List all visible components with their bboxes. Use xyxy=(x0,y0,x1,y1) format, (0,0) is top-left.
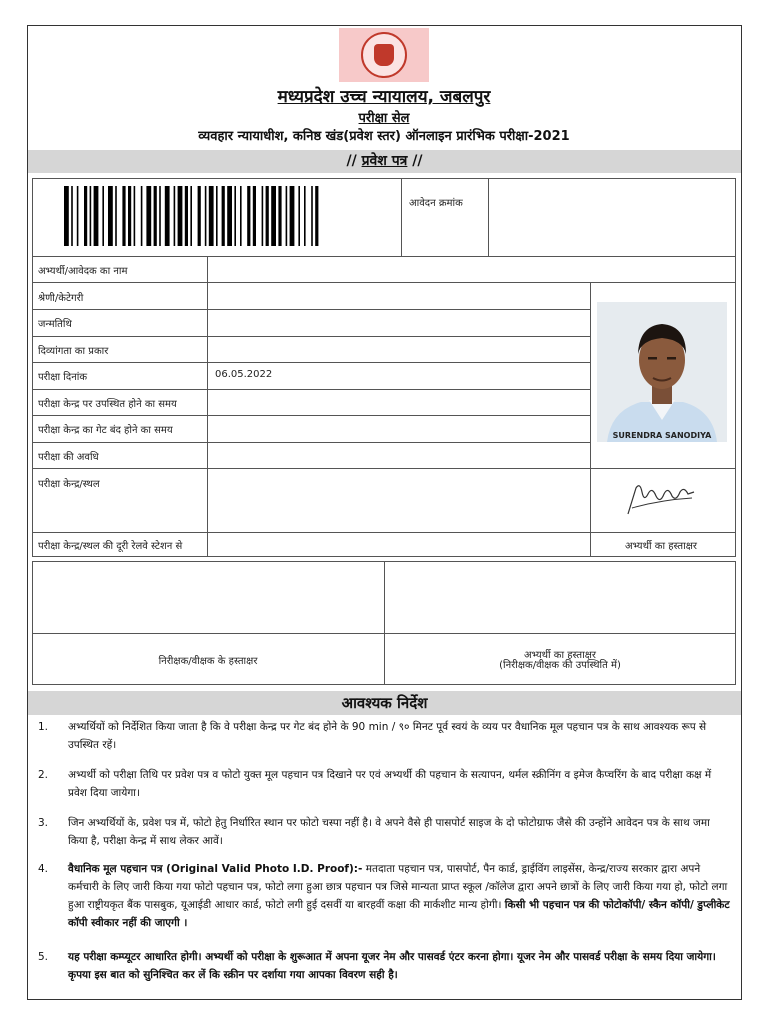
seal-ring xyxy=(361,32,407,78)
barcode-bar xyxy=(222,186,225,246)
barcode-bar xyxy=(304,186,306,246)
instruction-text: जिन अभ्यर्थियों के, प्रवेश पत्र में, फोटो हेतु निर्धारित स्थान पर फोटो चस्पा नहीं है। वे अपने वैसे ही पासपोर्ट साइज के दो फोटोग्राफ जैसे की उन्होंने आवेदन पत्र के साथ जमा किया है, परीक्षा केन्द्र में साथ लेकर आवें। xyxy=(68,817,710,847)
barcode-bar xyxy=(159,186,161,246)
instruction-number: 1. xyxy=(38,721,49,733)
table-divider xyxy=(32,415,590,416)
barcode-bar xyxy=(178,186,183,246)
barcode-bar xyxy=(102,186,104,246)
court-seal-icon xyxy=(339,28,429,82)
instruction-text: अभ्यर्थियों को निर्देशित किया जाता है कि वे परीक्षा केन्द्र पर गेट बंद होने के 90 min / ९० मिनट पूर्व स्वयं के व्यय पर वैधानिक मूल पहचान पत्र के साथ आवश्यक रूप से उपस्थित रहें। xyxy=(68,721,707,751)
barcode-bar xyxy=(71,186,73,246)
table-divider xyxy=(590,282,591,557)
barcode-bar xyxy=(122,186,125,246)
row-label: दिव्यांगता का प्रकार xyxy=(38,346,109,357)
admit-card-title: प्रवेश पत्र xyxy=(361,153,408,169)
barcode-bar xyxy=(271,186,276,246)
barcode-bar xyxy=(94,186,99,246)
barcode-bar xyxy=(115,186,117,246)
barcode-bar xyxy=(165,186,170,246)
barcode-bar xyxy=(84,186,87,246)
barcode-bar xyxy=(240,186,242,246)
barcode-bar xyxy=(209,186,214,246)
court-title: मध्यप्रदेश उच्च न्यायालय, जबलपुर xyxy=(277,87,491,107)
barcode-bar xyxy=(134,186,136,246)
barcode-bar xyxy=(190,186,192,246)
instructions-title: आवश्यक निर्देश xyxy=(28,691,741,715)
barcode-bar xyxy=(108,186,113,246)
barcode-bar xyxy=(311,186,313,246)
row-label: परीक्षा की अवधि xyxy=(38,452,99,463)
barcode-bar xyxy=(286,186,288,246)
table-divider xyxy=(32,389,590,390)
barcode-bar xyxy=(185,186,188,246)
row-label: परीक्षा केन्द्र का गेट बंद होने का समय xyxy=(38,425,173,436)
barcode-bar xyxy=(262,186,264,246)
exam-date-value: 06.05.2022 xyxy=(215,369,273,380)
instruction-number: 3. xyxy=(38,817,49,829)
barcode-bar xyxy=(128,186,131,246)
row-label: परीक्षा केन्द्र/स्थल xyxy=(38,479,100,490)
barcode-bar xyxy=(90,186,92,246)
barcode-bar xyxy=(298,186,300,246)
seal-core xyxy=(374,44,394,66)
table-divider xyxy=(32,282,736,283)
table-divider xyxy=(32,442,590,443)
barcode-bar xyxy=(247,186,250,246)
table-divider xyxy=(32,309,590,310)
barcode xyxy=(64,186,376,246)
invigilator-signature-label: निरीक्षक/वीक्षक के हस्ताक्षर xyxy=(158,656,258,667)
banner-suffix: // xyxy=(412,153,423,169)
row-label: श्रेणी/केटेगरी xyxy=(38,293,84,304)
table-divider xyxy=(32,362,590,363)
instruction-text xyxy=(68,860,732,932)
barcode-bar xyxy=(253,186,256,246)
barcode-bar xyxy=(146,186,151,246)
barcode-bar xyxy=(278,186,281,246)
cell-title: परीक्षा सेल xyxy=(358,111,410,126)
table-divider xyxy=(32,532,736,533)
instruction-text: अभ्यर्थी को परीक्षा तिथि पर प्रवेश पत्र व फोटो युक्त मूल पहचान पत्र दिखाने पर एवं अभ्यर्थी की पहचान के सत्यापन, थर्मल स्क्रीनिंग व इमेज कैप्चरिंग के बाद परीक्षा कक्ष में प्रवेश दिया जायेगा। xyxy=(68,769,712,799)
instruction-bold-lead: वैधानिक मूल पहचान पत्र (Original Valid Photo I.D. Proof):- xyxy=(68,863,363,875)
exam-title: व्यवहार न्यायाधीश, कनिष्ठ खंड(प्रवेश स्तर) ऑनलाइन प्रारंभिक परीक्षा-2021 xyxy=(198,129,570,144)
instruction-text: यह परीक्षा कम्प्यूटर आधारित होगी। अभ्यर्थी को परीक्षा के शुरूआत में अपना यूजर नेम और पासवर्ड एंटर करना होगा। यूजर नेम और पासवर्ड परीक्षा के समय दिया जायेगा। कृपया इस बात को सुनिश्चित कर लें कि स्क्रीन पर दर्शाया गया आपका विवरण सही है। xyxy=(68,951,716,981)
table-divider xyxy=(32,336,590,337)
row-label: परीक्षा केन्द्र/स्थल की दूरी रेलवे स्टेशन से xyxy=(38,541,183,552)
candidate-photo xyxy=(597,302,727,442)
candidate-signature-label: अभ्यर्थी का हस्ताक्षर xyxy=(625,541,697,552)
instruction-bold-tail: किसी भी पहचान पत्र की फोटोकॉपी/ स्कैन कॉपी/ डुप्लीकेट कॉपी स्वीकार नहीं की जाएगी । xyxy=(68,899,730,929)
barcode-bar xyxy=(234,186,236,246)
row-label: परीक्षा केन्द्र पर उपस्थित होने का समय xyxy=(38,399,177,410)
barcode-bar xyxy=(198,186,201,246)
barcode-bar xyxy=(315,186,318,246)
row-label: अभ्यर्थी/आवेदक का नाम xyxy=(38,266,128,277)
barcode-bar xyxy=(154,186,157,246)
row-label: जन्मतिथि xyxy=(38,319,72,330)
instruction-number: 4. xyxy=(38,863,49,875)
candidate-signature xyxy=(622,478,698,518)
table-divider xyxy=(207,256,208,557)
instruction-number: 2. xyxy=(38,769,49,781)
instruction-number: 5. xyxy=(38,951,49,963)
candidate-signature-line2: (निरीक्षक/वीक्षक की उपस्थिति में) xyxy=(499,660,621,671)
barcode-bar xyxy=(141,186,143,246)
admit-card-banner xyxy=(28,150,741,173)
table-divider xyxy=(32,633,736,634)
barcode-bar xyxy=(205,186,207,246)
person-photo-icon xyxy=(597,302,727,442)
barcode-bar xyxy=(266,186,269,246)
application-no-label: आवेदन क्रमांक xyxy=(409,198,463,209)
banner-prefix: // xyxy=(346,153,357,169)
table-divider xyxy=(488,178,489,256)
photo-name-caption: SURENDRA SANODIYA xyxy=(612,431,712,440)
barcode-bar xyxy=(174,186,176,246)
table-divider xyxy=(32,256,736,257)
barcode-bar xyxy=(216,186,218,246)
barcode-bar xyxy=(77,186,79,246)
instruction-body: मतदाता पहचान पत्र, पासपोर्ट, पैन कार्ड, ड्राईविंग लाइसेंस, केन्द्र/राज्य सरकार द्वारा अपने कर्मचारी के लिए जारी किया गया फोटो पहचान पत्र, फोटो लगा हुआ छात्र पहचान पत्र जिसे मान्यता प्राप्त स्कूल /कॉलेज द्वारा अपने छात्रों के लिए जारी किया गया हो, फोटो लगा हुआ राष्ट्रीयकृत बैंक पासबुक, यूआईडी आधार कार्ड, फोटो लगी हुई दसवीं या बारहवीं कक्षा की मार्कशीट मान्य होगी। xyxy=(68,863,728,911)
table-divider xyxy=(32,468,736,469)
candidate-signature-line1: अभ्यर्थी का हस्ताक्षर xyxy=(524,650,596,661)
table-divider xyxy=(401,178,402,256)
barcode-bar xyxy=(227,186,232,246)
row-label: परीक्षा दिनांक xyxy=(38,372,88,383)
barcode-bar xyxy=(290,186,295,246)
barcode-bar xyxy=(64,186,69,246)
